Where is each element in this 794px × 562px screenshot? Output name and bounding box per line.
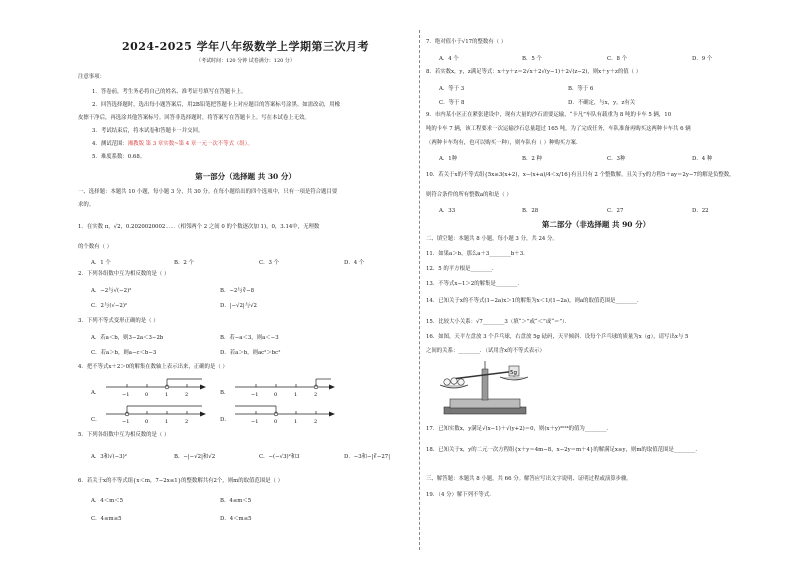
- q6-opt-c: C．4≤m≤5: [91, 516, 122, 522]
- q2-opt-c: C．2与(√−2)²: [91, 303, 128, 309]
- q8-opt-d: D．不确定，与x，y，z有关: [568, 100, 636, 106]
- q7-opt-a: A．4 个: [439, 56, 459, 62]
- q9-opt-a: A．1种: [439, 156, 458, 162]
- fill-instructions: 二、填空题：本题共 8 小题，每小题 3 分，共 24 分。: [426, 236, 558, 242]
- answer-instructions: 三、解答题：本题共 8 小题，共 66 分。解答应写出文字说明、证明过程或演算步骤。: [426, 476, 632, 482]
- q4d-tick-2: 0: [274, 419, 278, 425]
- q4c-tick-1: −1: [122, 419, 130, 425]
- q7-opt-c: C．8 个: [607, 56, 628, 62]
- q5-stem: 5．下列各组数中互为相反数的是（ ）: [78, 432, 170, 438]
- q9-line-2: 吨的卡车 7 辆，该工程要求一次运输沙石总量超过 165 吨，为了完成任务，车队准备再购买这两种卡车共 6 辆: [426, 126, 691, 132]
- q4-label-c: C．: [91, 417, 101, 423]
- q10-opt-b: B．28: [522, 208, 539, 214]
- note-2: 2．回答选择题时，选出每小题答案后，用2B铅笔把答题卡上对应题目的答案标号涂黑。如需改动，用橡: [92, 102, 341, 108]
- q4-label-b: B．: [220, 390, 230, 396]
- q9-opt-d: D．4 种: [692, 156, 713, 162]
- q1-opt-b: B．2 个: [174, 260, 194, 266]
- q4-number-line-a: [102, 375, 212, 399]
- q1-opt-a: A．1 个: [91, 260, 111, 266]
- q4b-tick-2: 0: [274, 392, 278, 398]
- q10-opt-d: D．22: [692, 208, 709, 214]
- note-3: 3．考试结束后，将本试卷和答题卡一并交回。: [92, 128, 204, 134]
- q2-opt-b: B．−2与∛−8: [220, 288, 255, 294]
- part2-heading: 第二部分（非选择题 共 90 分）: [541, 220, 651, 229]
- q10-line-1: 10．若关于x的不等式组{5x≥3(x+2)，x−(x+a)/4＜x/16}有且只有 2 个整数解，且关于y的方程5＋ay＝2y−7的解是负整数，: [426, 172, 735, 178]
- note-2-cont: 皮擦干净后，再选涂其他答案标号。回答非选择题时，将答案写在答题卡上。写在本试卷上无效。: [78, 115, 310, 121]
- exam-subtitle: （考试时间：120 分钟 试卷满分：120 分）: [196, 58, 295, 64]
- q9-line-1: 9．市内某小区正在紧张建设中，现有大量的沙石需要运输，“卡凡”车队有载重为 8 吨的卡车 5 辆，10: [426, 112, 672, 118]
- q4-number-line-b: [231, 375, 341, 399]
- q6-opt-b: B．4≤m＜5: [220, 498, 252, 504]
- q2-opt-a: A．−2与√(−2)²: [91, 288, 132, 294]
- q7-stem: 7．绝对值小于√17的整数有（ ）: [426, 39, 507, 45]
- q1-stem: [78, 224, 319, 231]
- q9-line-3: （两种卡车均有，也可以购买一种），则车队有（ ）种购买方案．: [426, 140, 582, 146]
- q1-opt-c: C．3 个: [259, 260, 280, 266]
- q9-opt-b: B．2 种: [522, 156, 542, 162]
- note-1: 1．答卷前，考生务必将自己的姓名、准考证号填写在答题卡上。: [92, 89, 247, 95]
- q17: 17．已知实数x，y满足√(x−1)＋√(y+2)＝0，则(x＋y)²⁰²⁴的值为________．: [426, 426, 612, 432]
- q5-opt-c: C．−(−√3)²和3: [259, 454, 300, 460]
- q6-stem: 6．若关于x的不等式组{x＜m，7−2x≤1}的整数解共有2个，则m的取值范围是（ ）: [78, 478, 284, 484]
- q4a-tick-2: 0: [145, 392, 149, 398]
- q2-opt-d: D．|−√2|与√2: [220, 303, 257, 309]
- q14: 14．已知关于x的不等式(1−2a)x＞1的解集为x＜1/(1−2a)，则a的取值范围是________．: [426, 298, 643, 304]
- q5-opt-a: A．3和√(−3)²: [91, 454, 127, 460]
- q1-opt-d: D．4 个: [344, 260, 365, 266]
- q12: 12．5 的平方根是________．: [426, 266, 498, 272]
- q6-opt-a: A．4＜m＜5: [91, 498, 124, 504]
- part1-instr-1: 一、选择题：本题共 10 小题，每小题 3 分，共 30 分。在每小题给出的四个选项中，只有一项是符合题目要: [78, 189, 338, 195]
- part1-instr-2: 求的。: [78, 202, 95, 208]
- q10-line-2: 则符合条件的所有整数a的和是（ ）: [426, 192, 512, 198]
- q8-opt-a: A．等于 3: [439, 86, 465, 92]
- q9-opt-c: C．3种: [607, 156, 626, 162]
- q18: 18．已知关于x，y的二元一次方程组{x＋y＝4m−8，x−2y＝m＋4}的解满足x≥y，则m的取值范围是________．: [426, 447, 701, 453]
- q4a-tick-4: 2: [185, 392, 189, 398]
- q4d-tick-4: 2: [314, 419, 318, 425]
- q4b-tick-4: 2: [314, 392, 318, 398]
- q7-opt-d: D．9 个: [692, 56, 713, 62]
- note-5: 5．难度系数：0.68。: [92, 154, 146, 160]
- q4a-tick-3: 1: [165, 392, 169, 398]
- q4c-tick-4: 2: [185, 419, 189, 425]
- q1-stem-2: 的个数有（ ）: [78, 244, 113, 250]
- q4-number-line-c: [102, 402, 212, 426]
- q3-opt-b: B．若−a＜3，则a＜−3: [220, 335, 279, 341]
- q4-stem: 4．把不等式x＋2＞0的解集在数轴上表示出来，正确的是（ ）: [78, 364, 228, 370]
- column-divider: [419, 30, 420, 550]
- q4d-tick-1: −1: [251, 419, 259, 425]
- q5-opt-b: B．−|−√2|和√2: [174, 454, 216, 460]
- q5-opt-d: D．−3和−|∛−27|: [344, 454, 391, 460]
- note-4-label: 4．测试范围：: [92, 141, 128, 147]
- q4-number-line-d: [231, 402, 341, 426]
- q3-opt-d: D．若a＞b，则ac²＞bc²: [220, 350, 281, 356]
- q13: 13．不等式x−1＞2的解集是________．: [426, 281, 523, 287]
- q1-stem-math: π，√2，0.2020020002⋯⋯（相邻两个 2 之间 0 的个数逐次加 1)，0，3.14中，无理数: [104, 224, 320, 230]
- q19: 19．（4 分）解下列不等式．: [426, 492, 495, 498]
- q3-opt-a: A．若a＜b，则3−2a＜3−2b: [91, 335, 164, 341]
- q11: 11．如果a＞b，那么a＋3________b＋3．: [426, 251, 529, 257]
- q10-opt-a: A．33: [439, 208, 456, 214]
- left-column: [78, 0, 413, 562]
- q10-opt-c: C．27: [607, 208, 624, 214]
- q4c-tick-2: 0: [145, 419, 149, 425]
- note-4: [92, 141, 253, 148]
- q3-opt-c: C．若a＞b，则a−c＜b−3: [91, 350, 157, 356]
- q4b-tick-1: −1: [251, 392, 259, 398]
- q6-opt-d: D．4＜m≤5: [220, 516, 252, 522]
- exam-title: 2024-2025 学年八年级数学上学期第三次月考: [121, 40, 370, 53]
- balance-scale-figure: [434, 355, 534, 417]
- note-4-scope: 湘教版 第 3 章实数~第 4 章一元一次不等式（组）。: [127, 141, 253, 147]
- q1-stem-lead: 1．在实数: [78, 224, 103, 230]
- q7-opt-b: B．5 个: [522, 56, 542, 62]
- q8-opt-c: C．等于 8: [439, 100, 465, 106]
- right-column: [426, 0, 766, 562]
- q15: 15．比较大小关系：√7________3（填“＞”或“＜”或“＝”）．: [426, 319, 571, 325]
- q4a-tick-1: −1: [122, 392, 130, 398]
- part1-heading: 第一部分（选择题 共 30 分）: [195, 172, 296, 181]
- q16-line-2: 之间的关系：________．（试用含x的不等式表示）: [426, 348, 545, 354]
- q4c-tick-3: 1: [165, 419, 169, 425]
- q4d-tick-3: 1: [294, 419, 298, 425]
- q8-stem: 8．若实数x，y，z满足等式：x＋y＋z＝2√x＋2√(y−1)＋2√(z−2)，则x＋y＋z的值（ ）: [426, 69, 642, 75]
- q8-opt-b: B．等于 6: [568, 86, 594, 92]
- q3-stem: 3．下列不等式变形正确的是（ ）: [78, 318, 159, 324]
- q2-stem: 2．下列各组数中互为相反数的是（ ）: [78, 271, 170, 277]
- q16-line-1: 16．如图，天平左盘放 3 个乒乓球，右盘放 5g 砝码，天平倾斜．设每个乒乓球的质量为x（g），请写出x与 5: [426, 334, 689, 340]
- q4-label-a: A．: [91, 390, 101, 396]
- q4b-tick-3: 1: [294, 392, 298, 398]
- notes-heading: 注意事项：: [78, 74, 105, 80]
- q4-label-d: D．: [220, 417, 230, 423]
- weight-label: 5g: [510, 370, 517, 376]
